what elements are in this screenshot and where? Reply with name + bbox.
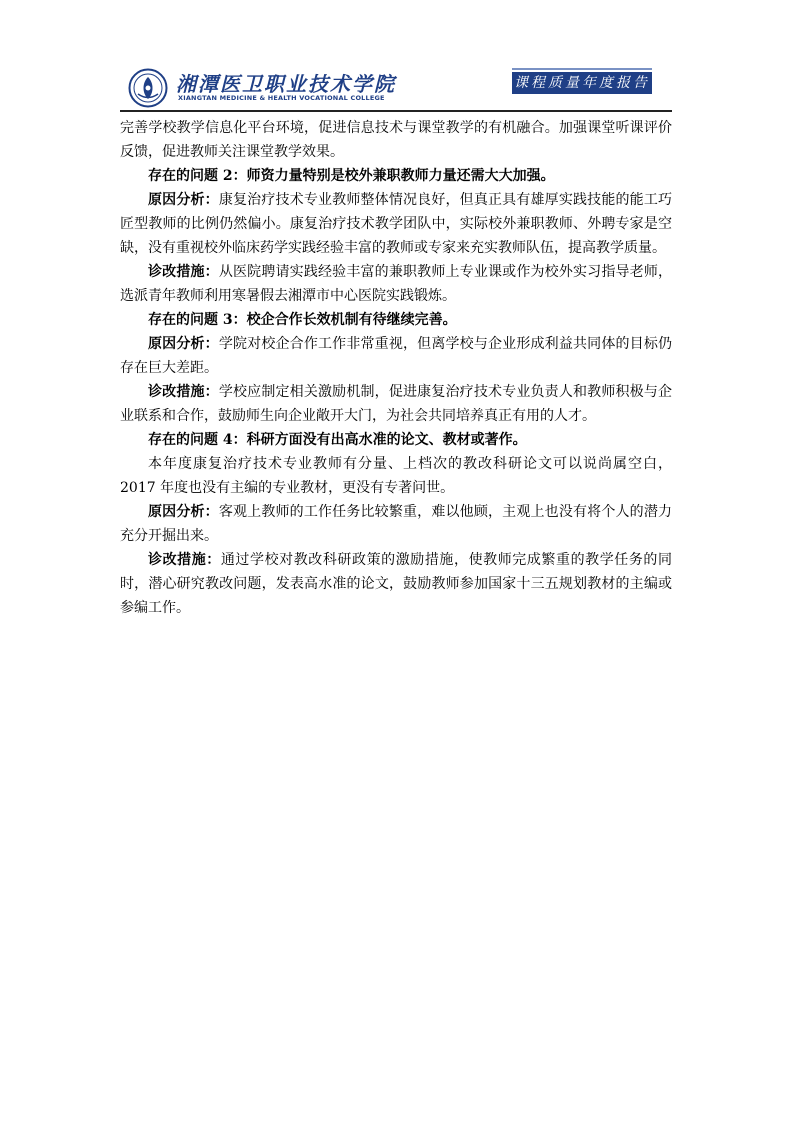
analysis-text: 康复治疗技术专业教师整体情况良好，但真正具有雄厚实践技能的能工巧匠型教师的比例仍然偏小。康复治疗技术教学团队中，实际校外兼职教师、外聘专家是空缺，没有重视校外临床药学实践经验丰富的教师或专家来充实教师队伍，提高教学质量。 xyxy=(120,192,673,256)
analysis-label: 原因分析： xyxy=(148,504,219,520)
measures-text: 学校应制定相关激励机制，促进康复治疗技术专业负责人和教师积极与企业联系和合作，鼓励师生向企业敞开大门，为社会共同培养真正有用的人才。 xyxy=(120,384,673,424)
paragraph xyxy=(120,332,672,380)
paragraph xyxy=(120,500,672,548)
paragraph xyxy=(120,260,672,308)
document-body xyxy=(120,116,672,620)
analysis-text: 学院对校企合作工作非常重视，但离学校与企业形成利益共同体的目标仍存在巨大差距。 xyxy=(120,336,673,376)
college-emblem-icon xyxy=(128,68,168,108)
header-accent-line xyxy=(512,68,652,70)
school-name-cn: 湘潭医卫职业技术学院 xyxy=(176,72,396,96)
paragraph: 完善学校教学信息化平台环境，促进信息技术与课堂教学的有机融合。加强课堂听课评价反馈，促进教师关注课堂教学效果。 xyxy=(120,120,672,160)
paragraph: 本年度康复治疗技术专业教师有分量、上档次的教改科研论文可以说尚属空白，2017 年度也没有主编的专业教材，更没有专著问世。 xyxy=(120,456,672,496)
measures-text: 通过学校对教改科研政策的激励措施，使教师完成繁重的教学任务的同时，潜心研究教改问题，发表高水准的论文，鼓励教师参加国家十三五规划教材的主编或参编工作。 xyxy=(120,552,673,616)
page-header xyxy=(120,62,672,112)
analysis-label: 原因分析： xyxy=(148,192,219,208)
measures-label: 诊改措施： xyxy=(148,552,221,568)
analysis-label: 原因分析： xyxy=(148,336,219,352)
header-divider xyxy=(120,110,672,112)
analysis-text: 客观上教师的工作任务比较繁重，难以他顾，主观上也没有将个人的潜力充分开掘出来。 xyxy=(120,504,673,544)
measures-label: 诊改措施： xyxy=(148,264,219,280)
issue-heading: 存在的问题 2：师资力量特别是校外兼职教师力量还需大大加强。 xyxy=(148,168,555,184)
paragraph xyxy=(120,380,672,428)
measures-label: 诊改措施： xyxy=(148,384,219,400)
issue-heading: 存在的问题 3：校企合作长效机制有待继续完善。 xyxy=(148,312,457,328)
report-title-tag: 课程质量年度报告 xyxy=(512,72,652,94)
measures-text: 从医院聘请实践经验丰富的兼职教师上专业课或作为校外实习指导老师，选派青年教师利用寒暑假去湘潭市中心医院实践锻炼。 xyxy=(120,264,673,304)
school-name-en: XIANGTAN MEDICINE & HEALTH VOCATIONAL COLLEGE xyxy=(178,94,385,102)
issue-heading: 存在的问题 4：科研方面没有出高水准的论文、教材或著作。 xyxy=(148,432,527,448)
paragraph xyxy=(120,548,672,620)
paragraph xyxy=(120,188,672,260)
